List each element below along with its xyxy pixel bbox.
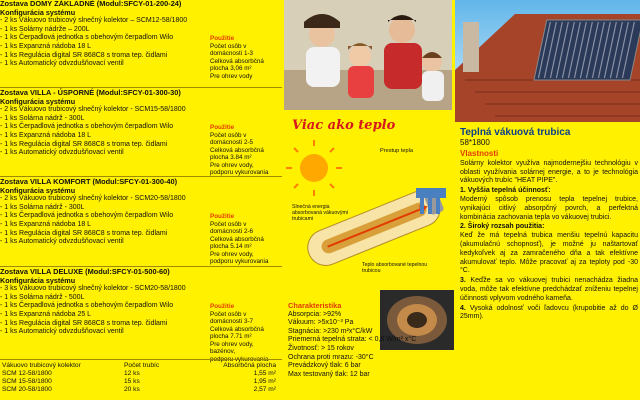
table-cell: 1,55 m² (253, 370, 276, 377)
config-line: - 1 ks Automatický odvzdušňovací ventil (0, 149, 124, 157)
config-line: - 1 ks Solárna nádrž - 300L (0, 203, 85, 211)
usage-line: Pre ohrev vody, (210, 161, 254, 169)
usage-line: Celková absorbčná (210, 325, 264, 333)
config-line: - 1 ks Regulácia digital SR 868C8 s troma tep. čidlami (0, 319, 168, 327)
config-line: - 1 ks Solárny nádrže – 200L (0, 25, 90, 33)
config-line: - 1 ks Regulácia digital SR 868C8 s troma tep. čidlami (0, 229, 168, 237)
packages-column (0, 0, 282, 400)
char-line: Max testovaný tlak: 12 bar (288, 370, 370, 378)
feature-heading: 2. Široký rozsah použitia: (460, 223, 545, 231)
package-block (0, 177, 282, 265)
product-subtitle: 58*1800 (460, 138, 490, 147)
feature-heading: 3. (460, 277, 466, 285)
table-header-cell: Absorbčná plocha (223, 362, 276, 369)
usage-line: Pre ohrev vody (210, 72, 253, 80)
usage-line: plocha 3,06 m² (210, 65, 252, 72)
section-divider (0, 176, 282, 177)
config-line: - 1 ks Automatický odvzdušňovací ventil (0, 238, 124, 246)
char-line: Vákuum: >5x10⁻³ Pa (288, 319, 354, 327)
config-label: Konfigurácia systému (0, 96, 76, 106)
section-divider (0, 359, 282, 360)
usage-line: plocha 3.84 m² (210, 154, 252, 161)
table-cell: SCM 20-58/1800 (2, 386, 52, 393)
usage-line: domácnosti 2-5 (210, 139, 254, 146)
usage-line: domácnosti 3-7 (210, 318, 254, 325)
table-cell: 2,57 m² (253, 386, 276, 393)
package-block (0, 0, 282, 80)
config-line: - 1 ks Solárna nádrž - 500L (0, 293, 85, 301)
feature-text: Keď že má tepelná trubica menšiu tepelnú kapacitu (akumulačnú schopnosť), je možné ju naštartovať kedykoľvek aj za zamračeného dňa a tak efektívne akumulovať teplo. Môže pracovať aj za teploty pod -30 °C. (460, 232, 638, 275)
table-cell: SCM 15-58/1800 (2, 378, 52, 385)
table-cell: 12 ks (124, 370, 140, 377)
usage-line: domácnosti 2-6 (210, 228, 254, 235)
feature-text: Moderný spôsob prenosu tepla tepelnej trubice, vynikajúci citlivý absorpčný povrch, a perfektná kombinácia zachovania tepla vo vákuovej trubici. (460, 195, 638, 221)
config-line: - 1 ks Regulácia digital SR 868C8 s troma tep. čidlami (0, 51, 168, 59)
config-line: - 1 ks Expanzná nádoba 18 L (0, 131, 92, 139)
usage-line: Pre ohrev vody, (210, 250, 254, 258)
table-header (0, 362, 282, 370)
product-description (460, 127, 638, 323)
package-block (0, 88, 282, 176)
config-line: - 1 ks Expanzná nádoba 18 L (0, 42, 92, 50)
usage-line: Počet osôb v (210, 310, 247, 318)
table-cell: 1,95 m² (253, 378, 276, 385)
usage-line: plocha 5.14 m² (210, 243, 252, 250)
usage-line: plocha 7.71 m² (210, 333, 252, 340)
feature-text: Vysoká odolnosť voči ľadovcu (krupobitie až do Ø 25mm). (460, 304, 638, 321)
usage-box (208, 302, 280, 364)
usage-line: Počet osôb v (210, 220, 247, 228)
family-photo (284, 0, 452, 110)
config-line: - 1 ks Čerpadlová jednotka s obehovým čerpadlom Wilo (0, 123, 174, 131)
heat-pipe-diagram (284, 138, 454, 298)
config-line: - 1 ks Automatický odvzdušňovací ventil (0, 60, 124, 68)
char-line: Absorpcia: >92% (288, 310, 342, 318)
config-label: Konfigurácia systému (0, 7, 76, 17)
slogan: Viac ako teplo (292, 118, 396, 133)
config-label: Konfigurácia systému (0, 275, 76, 285)
config-line: - 2 ks Vákuovo trubicový slnečný kolektor - SCM15-58/1800 (0, 106, 186, 114)
diagram-label-tube: Teplo absorbované tepelnou trubicou (362, 262, 428, 274)
usage-title: Použitie (210, 303, 235, 310)
char-line: Životnosť: > 15 rokov (288, 344, 354, 352)
table-cell: 20 ks (124, 386, 140, 393)
usage-line: Počet osôb v (210, 131, 247, 139)
table-row (0, 378, 282, 386)
config-label: Konfigurácia systému (0, 185, 76, 195)
config-line: - 1 ks Regulácia digital SR 868C8 s troma tep. čidlami (0, 140, 168, 148)
diagram-label-flow: Prestup tepla (380, 148, 413, 154)
usage-title: Použitie (210, 213, 235, 220)
config-line: - 2 ks Vákuovo trubicový slnečný kolektor - SCM20-58/1800 (0, 195, 186, 203)
table-row (0, 370, 282, 378)
config-line: - 1 ks Čerpadlová jednotka s obehovým čerpadlom Wilo (0, 212, 174, 220)
package-title: Zostava VILLA KOMFORT (Modul:SFCY-01-300-40) (0, 177, 178, 186)
config-line: - 1 ks Čerpadlová jednotka s obehovým čerpadlom Wilo (0, 302, 174, 310)
house-photo (455, 0, 640, 122)
usage-line: bazénov, (210, 348, 236, 355)
char-line: Priemerná tepelná strata: < 0,8 W/m² x°C (288, 336, 417, 344)
usage-box (208, 123, 280, 178)
feature-heading: 4. (460, 304, 466, 312)
usage-box (208, 34, 280, 81)
usage-box (208, 212, 280, 267)
package-title: Zostava VILLA DELUXE (Modul:SFCY-01-500-60) (0, 267, 170, 276)
char-line: Ochrana proti mrazu: -30°C (288, 353, 374, 361)
config-line: - 1 ks Čerpadlová jednotka s obehovým čerpadlom Wilo (0, 34, 174, 42)
config-line: - 1 ks Expanzná nádoba 25 L (0, 310, 92, 318)
usage-line: Celková absorbčná (210, 235, 264, 243)
config-line: - 1 ks Expanzná nádoba 18 L (0, 220, 92, 228)
feature-heading: 1. Vyššia tepelná účinnosť: (460, 187, 551, 195)
usage-title: Použitie (210, 35, 235, 42)
config-line: - 1 ks Automatický odvzdušňovací ventil (0, 328, 124, 336)
table-cell: 15 ks (124, 378, 140, 385)
feature-text: Keďže sa vo vákuovej trubici nenachádza žiadna voda, môže tak efektívne predchádzať zníženiu tepelnej účinnosti vplyvom vodného kameňa. (460, 277, 638, 302)
config-line: - 2 ks Vákuovo trubicový slnečný kolektor – SCM12-58/1800 (0, 17, 188, 25)
product-title: Teplná vákuová trubica (460, 127, 571, 138)
table-cell: SCM 12-58/1800 (2, 370, 52, 377)
section-divider (0, 266, 282, 267)
intro-paragraph: Solárny kolektor využíva najmodernejšiu technológiu v oblasti využívania solárnej energie, a to je technológia vákuových trubíc "HEAT PIPE". (460, 159, 638, 185)
collector-table (0, 362, 282, 394)
usage-title: Použitie (210, 124, 235, 131)
table-header-cell: Počet trubíc (124, 362, 160, 369)
usage-line: domácnosti 1-3 (210, 50, 254, 57)
usage-line: Pre ohrev vody, (210, 340, 254, 348)
package-title: Zostava VILLA - ÚSPORNÉ (Modul:SFCY-01-300-30) (0, 88, 181, 97)
char-line: Stagnácia: >230 m²x°C/kW (288, 327, 373, 335)
usage-line: podporu vykurovania (210, 258, 269, 265)
usage-line: Celková absorbčná (210, 57, 264, 65)
usage-line: Celková absorbčná (210, 146, 264, 154)
characteristics (288, 302, 454, 379)
diagram-label-energy: Slnečná energia absorbovaná vákuovými trubicami (292, 204, 348, 222)
usage-line: podporu vykurovania (210, 169, 269, 176)
usage-line: Počet osôb v (210, 42, 247, 50)
package-block (0, 267, 282, 355)
section-divider (0, 87, 282, 88)
table-header-cell: Vákuovo trubicový kolektor (2, 362, 81, 369)
char-line: Prevádzkový tlak: 6 bar (288, 362, 361, 370)
section-heading: Vlastnosti (460, 149, 499, 158)
table-row (0, 386, 282, 394)
characteristics-title: Charakteristika (288, 301, 342, 310)
config-line: - 3 ks Vákuovo trubicový slnečný kolektor - SCM20-58/1800 (0, 285, 186, 293)
package-title: Zostava DOMY ZÁKLADNÉ (Modul:SFCY-01-200-24) (0, 0, 182, 8)
config-line: - 1 ks Solárna nádrž - 300L (0, 114, 85, 122)
